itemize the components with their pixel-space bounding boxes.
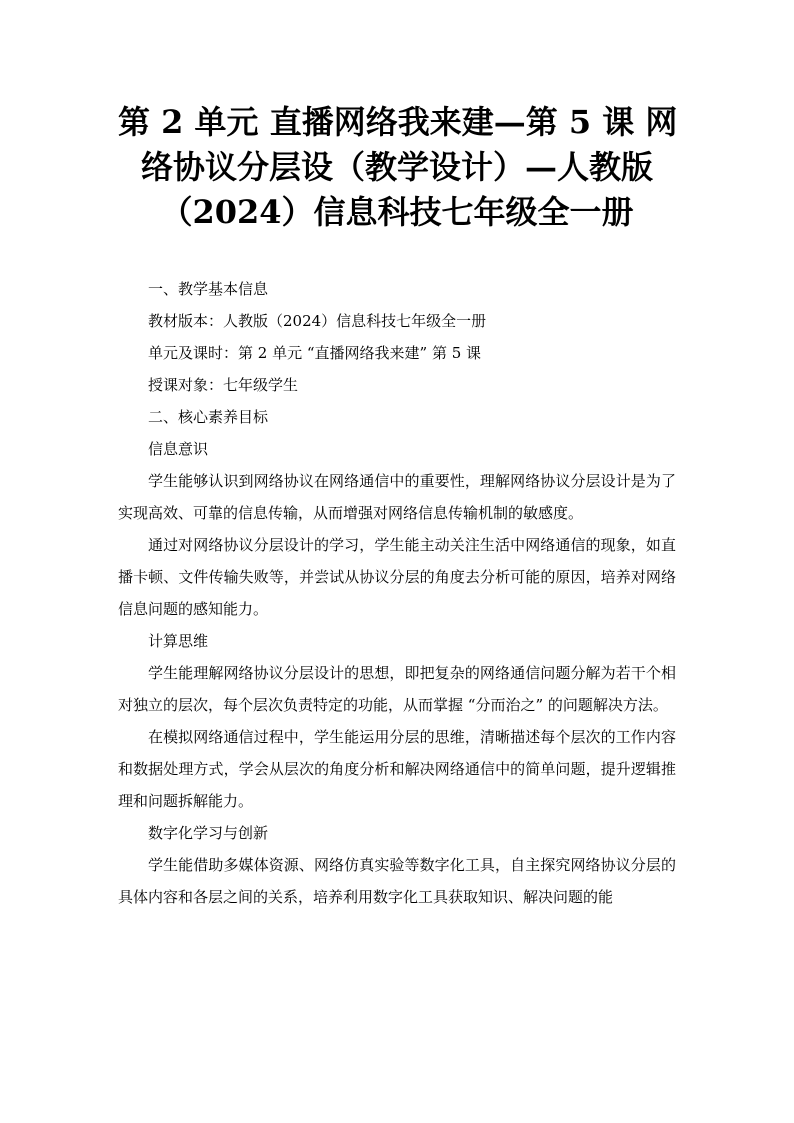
subheading-digital-learning: 数字化学习与创新 — [148, 824, 269, 842]
unit-and-lesson: 单元及课时：第 2 单元 “直播网络我来建” 第 5 课 — [148, 344, 482, 362]
paragraph-digital-learning-1: 学生能借助多媒体资源、网络仿真实验等数字化工具，自主探究网络协议分层的具体内容和各层之间的关系，培养利用数字化工具获取知识、解决问题的能 — [118, 856, 676, 906]
paragraph-computational-thinking-1: 学生能理解网络协议分层设计的思想，即把复杂的网络通信问题分解为若干个相对独立的层次，每个层次负责特定的功能，从而掌握 “分而治之” 的问题解决方法。 — [118, 664, 676, 714]
document-body — [118, 273, 676, 913]
title-line-3: （2024）信息科技七年级全一册 — [160, 193, 634, 231]
target-students: 授课对象：七年级学生 — [148, 376, 299, 394]
paragraph-computational-thinking-2: 在模拟网络通信过程中，学生能运用分层的思维，清晰描述每个层次的工作内容和数据处理方式，学会从层次的角度分析和解决网络通信中的简单问题，提升逻辑推理和问题拆解能力。 — [118, 728, 676, 810]
paragraph-information-awareness-2: 通过对网络协议分层设计的学习，学生能主动关注生活中网络通信的现象，如直播卡顿、文件传输失败等，并尝试从协议分层的角度去分析可能的原因，培养对网络信息问题的感知能力。 — [118, 536, 676, 618]
document-title — [118, 100, 676, 235]
section-heading-core-goals: 二、核心素养目标 — [148, 408, 269, 426]
subheading-information-awareness: 信息意识 — [148, 440, 209, 458]
title-line-2: 络协议分层设（教学设计）—人教版 — [140, 148, 653, 186]
paragraph-information-awareness-1: 学生能够认识到网络协议在网络通信中的重要性，理解网络协议分层设计是为了实现高效、可靠的信息传输，从而增强对网络信息传输机制的敏感度。 — [118, 472, 676, 522]
section-heading-basic-info: 一、教学基本信息 — [148, 280, 269, 298]
textbook-edition: 教材版本：人教版（2024）信息科技七年级全一册 — [148, 312, 487, 330]
title-line-1: 第 2 单元 直播网络我来建—第 5 课 网 — [118, 103, 678, 141]
subheading-computational-thinking: 计算思维 — [148, 632, 209, 650]
